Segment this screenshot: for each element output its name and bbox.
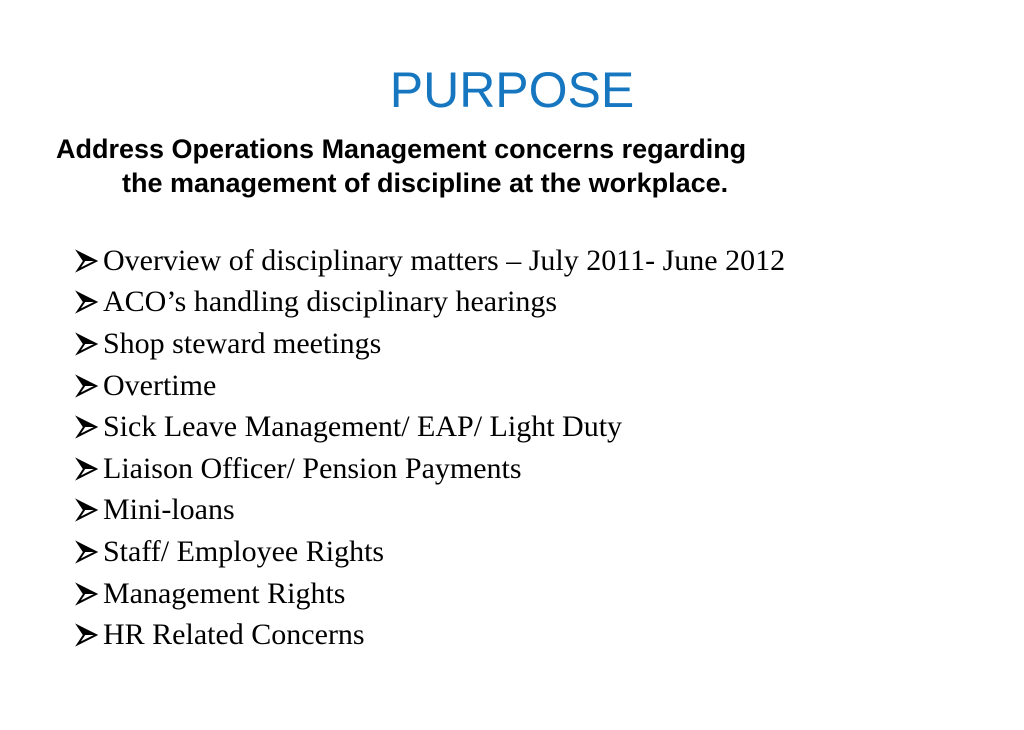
bullet-list	[72, 240, 785, 656]
arrow-bullet-icon	[72, 620, 102, 650]
arrow-bullet-icon	[72, 329, 102, 359]
bullet-item	[72, 614, 785, 656]
arrow-bullet-icon	[72, 537, 102, 567]
bullet-text: ACO’s handling disciplinary hearings	[103, 285, 558, 319]
arrow-bullet-icon	[72, 246, 102, 276]
bullet-item	[72, 531, 785, 573]
bullet-text: Liaison Officer/ Pension Payments	[103, 451, 522, 485]
subtitle-line-1: Address Operations Management concerns regarding	[56, 134, 747, 164]
slide-title: PURPOSE	[389, 62, 635, 118]
bullet-item	[72, 240, 785, 282]
bullet-item	[72, 365, 785, 407]
arrow-bullet-icon	[72, 412, 102, 442]
arrow-bullet-icon	[72, 495, 102, 525]
arrow-bullet-icon	[72, 579, 102, 609]
bullet-text: Shop steward meetings	[103, 326, 382, 360]
bullet-item	[72, 282, 785, 324]
bullet-text: Overtime	[103, 368, 217, 402]
arrow-bullet-icon	[72, 287, 102, 317]
bullet-text: Mini-loans	[103, 493, 235, 527]
bullet-item	[72, 448, 785, 490]
bullet-item	[72, 406, 785, 448]
slide-subtitle	[56, 132, 976, 200]
bullet-text: Management Rights	[103, 576, 346, 610]
bullet-item	[72, 323, 785, 365]
bullet-item	[72, 573, 785, 615]
arrow-bullet-icon	[72, 454, 102, 484]
arrow-bullet-icon	[72, 371, 102, 401]
bullet-text: HR Related Concerns	[103, 618, 365, 652]
bullet-text: Sick Leave Management/ EAP/ Light Duty	[103, 410, 623, 444]
bullet-text: Staff/ Employee Rights	[103, 534, 385, 568]
bullet-text: Overview of disciplinary matters – July 2011- June 2012	[103, 243, 786, 277]
bullet-item	[72, 490, 785, 532]
subtitle-line-2: the management of discipline at the workplace.	[122, 168, 729, 198]
